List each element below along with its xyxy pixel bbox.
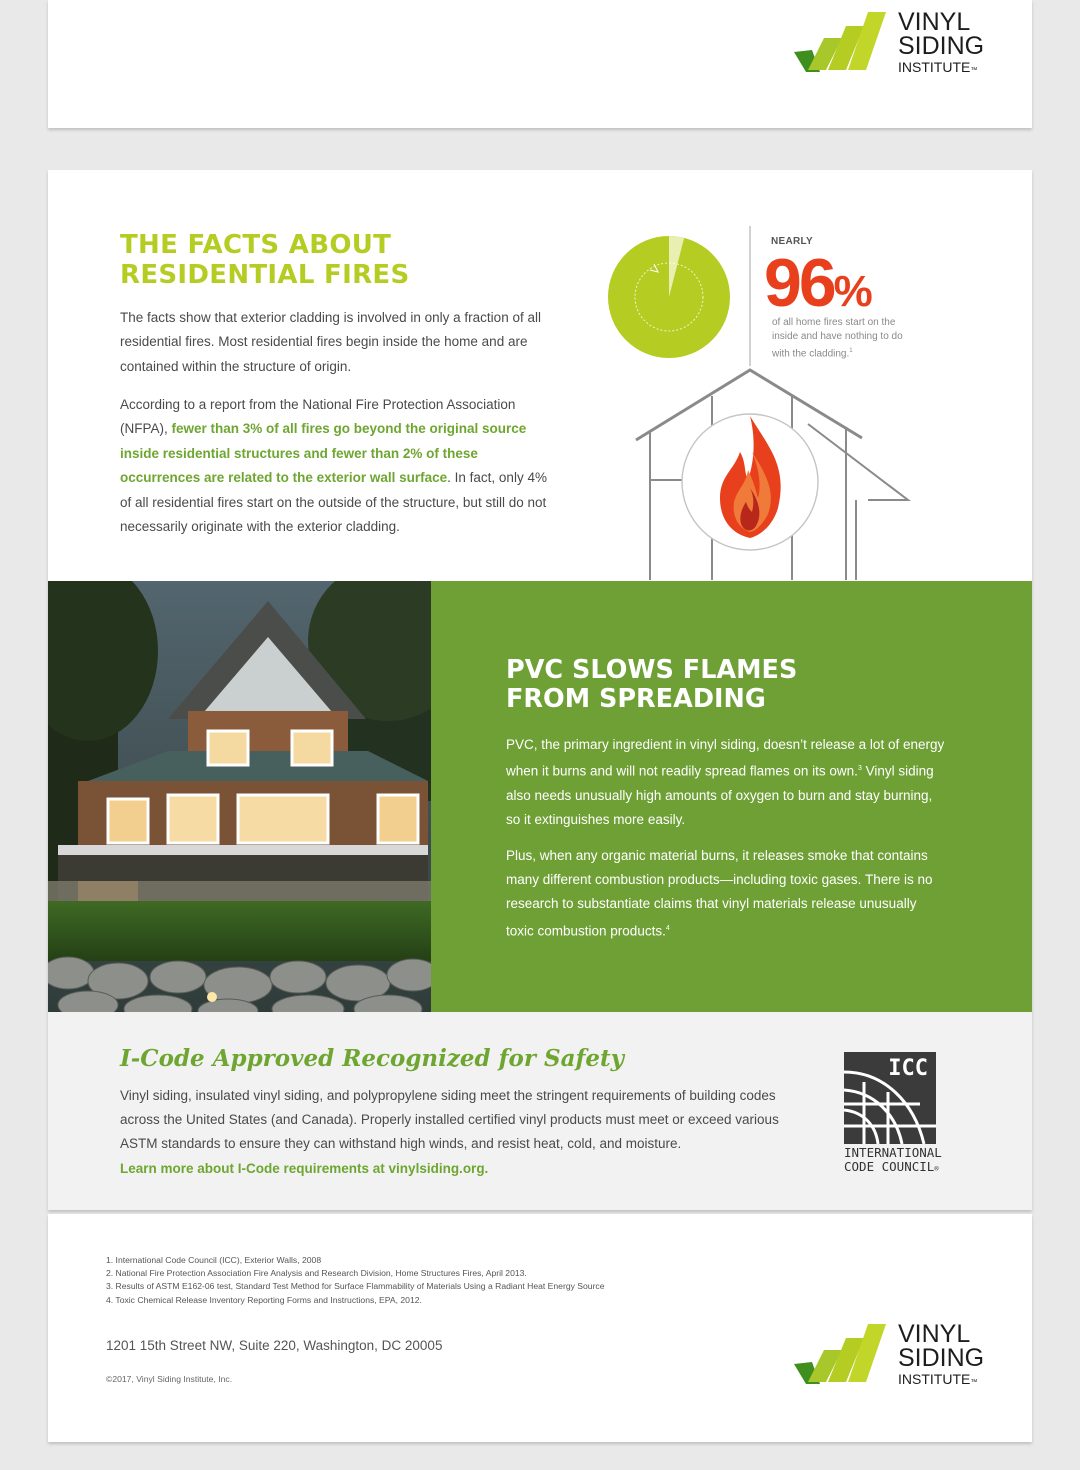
icc-logo xyxy=(844,1052,936,1144)
pvc-paragraph-2: Plus, when any organic material burns, it releases smoke that contains many different combustion products—including toxic gases. There is no research to substantiate claims that vinyl materials release unusually toxic combustion products.$^4$ xyxy=(506,848,933,939)
vinyl-siding-institute-logo xyxy=(794,1320,994,1388)
logo-stripes-icon xyxy=(794,1320,894,1386)
logo-text-institute: INSTITUTE™ xyxy=(898,1371,978,1387)
logo-text-institute: INSTITUTE™ xyxy=(898,59,978,75)
logo-stripes-icon xyxy=(794,8,894,74)
pvc-paragraph-1: PVC, the primary ingredient in vinyl siding, doesn’t release a lot of energy when it burns and will not readily spread flames on its own.$^3$ Vinyl siding also needs unusually high amounts of oxygen to burn and stay burning, so it extinguishes more easily. xyxy=(506,737,945,828)
logo-text-vinyl: VINYL xyxy=(898,1320,971,1348)
icode-paragraph: Vinyl siding, insulated vinyl siding, and polypropylene siding meet the stringent requirements of building codes across the United States (and Canada). Properly installed certified vinyl products must meet or exceed various ASTM standards to ensure they can withstand high winds, and resist heat, cold, and moisture. Learn more about I-Code requirements at vinylsiding.org. xyxy=(120,1088,779,1176)
icc-name: INTERNATIONAL CODE COUNCIL® xyxy=(844,1145,942,1174)
facts-paragraph-2: According to a report from the National Fire Protection Association (NFPA), fewer than 3% of all fires go beyond the original source inside residential structures and fewer than 2% of these occurrences are related to the exterior wall surface. In fact, only 4% of all residential fires start on the outside of the structure, but still do not necessarily originate with the exterior cladding. xyxy=(120,397,547,535)
logo-text-siding: SIDING xyxy=(898,1344,985,1372)
icode-section xyxy=(48,1012,1032,1210)
page-top xyxy=(48,0,1032,128)
footnote: 1. International Code Council (ICC), Exterior Walls, 2008 xyxy=(106,1255,322,1265)
footnote: 2. National Fire Protection Association Fire Analysis and Research Division, Home Structures Fires, April 2013. xyxy=(106,1268,527,1279)
copyright: ©2017, Vinyl Siding Institute, Inc. xyxy=(106,1374,233,1384)
page-main xyxy=(48,170,1032,1210)
page-footer xyxy=(48,1214,1032,1442)
vinyl-siding-institute-logo xyxy=(794,8,994,76)
stat-value: 96% xyxy=(764,245,873,321)
facts-highlight: fewer than 3% of all fires go beyond the original source inside residential structures and fewer than 2% of these occurrences are related to the exterior wall surface xyxy=(120,421,527,486)
pvc-title: PVC SLOWS FLAMES FROM SPREADING xyxy=(506,655,798,714)
logo-text-siding: SIDING xyxy=(898,32,985,60)
footnotes xyxy=(106,1254,605,1307)
pvc-panel xyxy=(431,581,1032,1012)
icode-learn-more-link[interactable]: Learn more about I-Code requirements at vinylsiding.org. xyxy=(120,1160,489,1176)
footnote: 3. Results of ASTM E162-06 test, Standard Test Method for Surface Flammability of Materials Using a Radiant Heat Energy Source xyxy=(106,1281,605,1292)
facts-title: THE FACTS ABOUT RESIDENTIAL FIRES xyxy=(120,230,410,290)
icode-title: I-Code Approved Recognized for Safety xyxy=(120,1045,625,1072)
icc-abbr: ICC xyxy=(888,1056,928,1081)
logo-text-vinyl: VINYL xyxy=(898,8,971,36)
facts-paragraph-1: The facts show that exterior cladding is involved in only a fraction of all residential fires. Most residential fires begin inside the home and are contained within the structure of origin. xyxy=(120,310,541,374)
house-photo xyxy=(48,581,431,1012)
stat-label: NEARLY xyxy=(771,236,813,247)
footnote: 4. Toxic Chemical Release Inventory Reporting Forms and Instructions, EPA, 2012. xyxy=(106,1294,422,1305)
address: 1201 15th Street NW, Suite 220, Washington, DC 20005 xyxy=(106,1338,443,1353)
stat-caption: of all home fires start on the inside and have nothing to do with the cladding.$^1$ xyxy=(772,317,903,360)
